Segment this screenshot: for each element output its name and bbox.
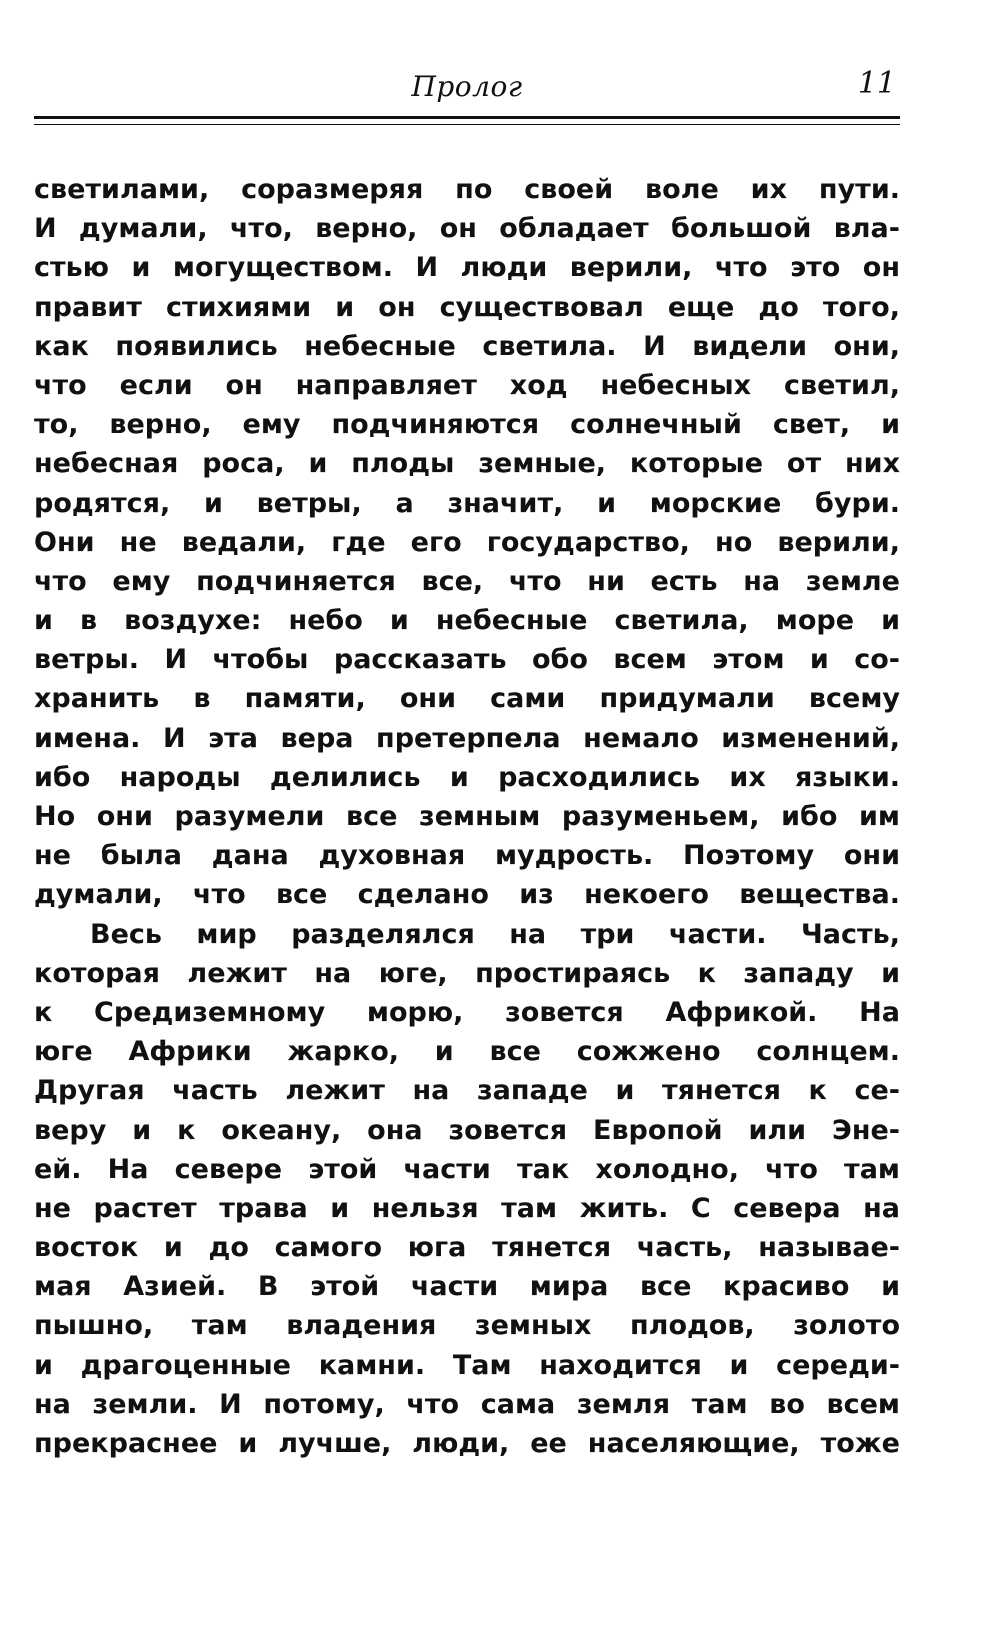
text-line: и в воздухе: небо и небесные светила, море и <box>34 605 900 637</box>
text-line: думали, что все сделано из некоего вещества. <box>34 879 900 911</box>
text-line: мая Азией. В этой части мира все красиво и <box>34 1271 900 1303</box>
text-line: небесная роса, и плоды земные, которые от них <box>34 448 900 480</box>
text-line: пышно, там владения земных плодов, золото <box>34 1310 900 1342</box>
running-head <box>34 62 900 112</box>
text-line: то, верно, ему подчиняются солнечный свет, и <box>34 409 900 441</box>
text-line: ей. На севере этой части так холодно, что там <box>34 1153 900 1185</box>
text-line: юге Африки жарко, и все сожжено солнцем. <box>34 1036 900 1068</box>
page-number: 11 <box>857 66 896 101</box>
chapter-title: Пролог <box>411 70 523 103</box>
text-line: что если он направляет ход небесных светил, <box>34 369 900 401</box>
text-line: ибо народы делились и расходились их языки. <box>34 761 900 793</box>
text-line: Они не ведали, где его государство, но верили, <box>34 526 900 558</box>
body-text <box>34 170 900 1463</box>
text-line: правит стихиями и он существовал еще до того, <box>34 291 900 323</box>
text-line: стью и могуществом. И люди верили, что это он <box>34 252 900 284</box>
text-line: к Средиземному морю, зовется Африкой. На <box>34 996 900 1028</box>
text-line: Другая часть лежит на западе и тянется к се- <box>34 1075 900 1107</box>
text-line: и драгоценные камни. Там находится и середи- <box>34 1349 900 1381</box>
text-line: ветры. И чтобы рассказать обо всем этом и со- <box>34 644 900 676</box>
text-line: прекраснее и лучше, люди, ее населяющие, тоже <box>34 1428 900 1459</box>
header-rule-thin <box>34 124 900 125</box>
text-line: не была дана духовная мудрость. Поэтому они <box>34 840 900 872</box>
text-line: на земли. И потому, что сама земля там во всем <box>34 1388 900 1420</box>
text-line: не растет трава и нельзя там жить. С севера на <box>34 1192 900 1224</box>
text-line: что ему подчиняется все, что ни есть на земле <box>34 565 900 597</box>
text-line: которая лежит на юге, простираясь к западу и <box>34 957 900 989</box>
text-line: родятся, и ветры, а значит, и морские бури. <box>34 487 900 519</box>
paragraph-first-line: Весь мир разделялся на три части. Часть, <box>90 918 900 950</box>
text-line: как появились небесные светила. И видели они, <box>34 330 900 362</box>
text-line: хранить в памяти, они сами придумали всему <box>34 683 900 715</box>
text-line: И думали, что, верно, он обладает большой вла- <box>34 213 900 245</box>
text-line: восток и до самого юга тянется часть, называе- <box>34 1232 900 1264</box>
text-line: имена. И эта вера претерпела немало изменений, <box>34 722 900 754</box>
header-rule-thick <box>34 116 900 119</box>
text-line: Но они разумели все земным разуменьем, ибо им <box>34 801 900 832</box>
text-line: светилами, соразмеряя по своей воле их пути. <box>34 174 900 205</box>
text-line: веру и к океану, она зовется Европой или Эне- <box>34 1114 900 1146</box>
